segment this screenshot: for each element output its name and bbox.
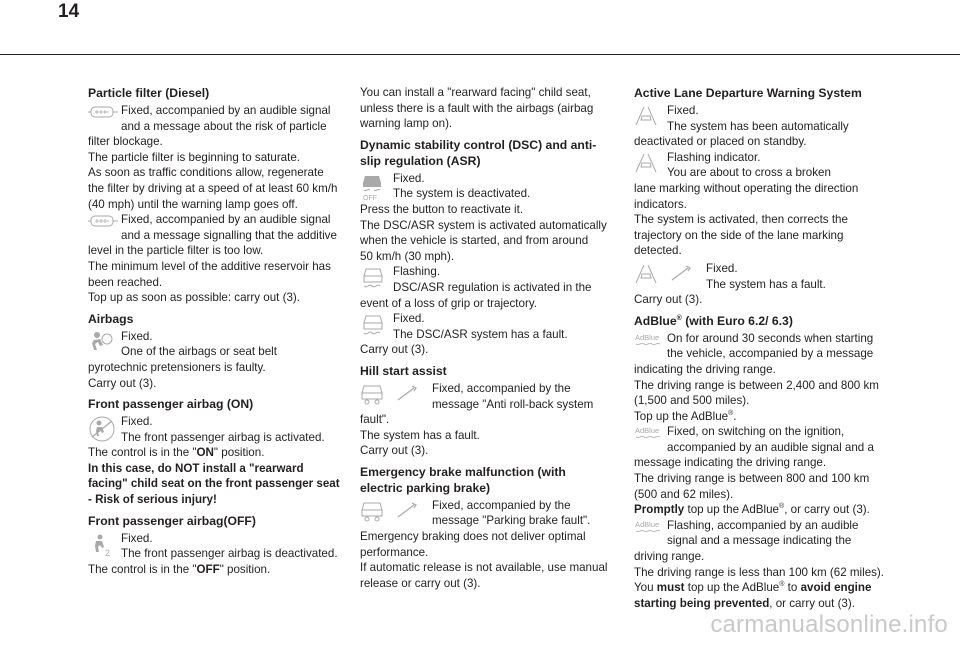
section-title: Airbags <box>88 311 134 326</box>
section-title: Particle filter (Diesel) <box>88 86 210 100</box>
section-title: Front passenger airbag(OFF) <box>88 513 256 528</box>
lane-departure-icon <box>634 103 667 134</box>
section-title: AdBlue® (with Euro 6.2/ 6.3) <box>634 313 793 328</box>
warning-entry: 2 Fixed. The front passenger airbag is deactivated. <box>88 531 353 562</box>
wrench-icon <box>398 503 416 517</box>
section-lane-departure: Active Lane Departure Warning System Fixed. The system has been automatically deactivated or placed on standby. Flashing indicator. You are about to cross a broken lane marking without operating the direction indicators. The system is activated, then corrects the trajectory on the side of the lane marking detected. Fixed. The system has a fault. Carry out (3). <box>634 85 894 308</box>
section-emergency-brake: Emergency brake malfunction (with electric parking brake) Fixed, accompanied by the message "Parking brake fault". Emergency braking does not deliver optimal performance. If automatic release is not available, use manual release or carry out (3). <box>360 464 615 592</box>
section-particle-filter: Particle filter (Diesel) Fixed, accompanied by an audible signal and a message about the risk of particle filter blockage. The particle filter is beginning to saturate. As soon as traffic conditions allow, regenerate the filter by driving at a speed of at least 60 km/h (40 mph) until the warning lamp goes off. Fixed, accompanied by an audible signal and a message signalling that the additive level in the particle filter is too low. The minimum level of the additive reservoir has been reached. Top up as soon as possible: carry out (3). <box>88 85 353 306</box>
warning-entry: Fixed, accompanied by the message "Anti roll-back system <box>360 381 615 412</box>
emergency-brake-icons <box>360 498 432 529</box>
section-title: Active Lane Departure Warning System <box>634 86 862 100</box>
warning-entry: Fixed, accompanied by an audible signal and a message about the risk of particle <box>88 103 353 134</box>
warning-entry: OFF Fixed. The system is deactivated. <box>360 171 615 202</box>
section-front-airbag-on: Front passenger airbag (ON) Fixed. The front passenger airbag is activated. The control is in the "ON" position. In this case, do NOT install a "rearward facing" child seat on the front passenger seat - Risk of serious injury! <box>88 396 353 508</box>
car-brake-icon <box>362 503 382 521</box>
section-dsc-asr: Dynamic stability control (DSC) and anti- slip regulation (ASR) OFF Fixed. The system is deactivated. Press the button to reactivate it. The DSC/ASR system is activated automatically when the vehicle is started, and from around 50 km/h (30 mph). Flashing. DSC/ASR regulation is activated in the event of a loss of grip or trajectory. Fixed. The DSC/ASR system has a fault. Carry out (3). <box>360 137 615 358</box>
adblue-icon-label: AdBlue <box>635 426 660 436</box>
section-child-seat-intro: You can install a "rearward facing" child seat, unless there is a fault with the airbags (airbag warning lamp on). <box>360 86 594 131</box>
column-2 <box>360 85 615 596</box>
lane-departure-flashing-icon <box>634 150 667 181</box>
dsc-off-icon <box>360 171 393 202</box>
hill-start-icons <box>360 381 432 412</box>
warning-entry: Fixed. The system has a fault. <box>634 261 894 292</box>
column-1 <box>88 85 353 582</box>
watermark: carmanualsonline.info <box>710 611 948 638</box>
warning-entry: AdBlue Flashing, accompanied by an audible signal and a message indicating the <box>635 518 859 548</box>
airbag-off-icon <box>88 531 121 562</box>
adblue-icon <box>634 331 667 362</box>
section-title: Emergency brake malfunction (with electric parking brake) <box>360 464 566 495</box>
section-adblue: AdBlue® (with Euro 6.2/ 6.3) AdBlue On for around 30 seconds when starting the vehicle, accompanied by a message indicating the driving range. The driving range is between 2,400 and 800 km (1,500 and 500 miles). Top up the AdBlue®. AdBlue Fixed, on switching on the ignition, accompanied by an audible signal and a message indicating the driving range. The driving range is between 800 and 100 km (500 and 62 miles). Promptly top up the AdBlue®, or carry out (3). AdBlue Flashing, accompanied by an audible signal and a message indicating the driving range. The driving range is less than 100 km (62 miles). You must top up the AdBlue® to avoid engine starting being prevented, or carry out (3). <box>634 313 894 612</box>
warning-entry: Fixed, accompanied by the message "Parking brake fault". <box>360 498 615 529</box>
wrench-icon <box>672 266 690 280</box>
adblue-icon-label: AdBlue <box>635 519 660 529</box>
section-title: Dynamic stability control (DSC) and anti- slip regulation (ASR) <box>360 137 597 168</box>
lane-icon <box>636 265 656 283</box>
adblue-icon <box>634 518 667 549</box>
car-slope-icon <box>362 386 382 404</box>
warning-entry: Fixed. The DSC/ASR system has a fault. <box>360 311 615 342</box>
warning-entry: Fixed, accompanied by an audible signal and a message signalling that the additive <box>88 212 353 243</box>
lane-departure-fault-icons <box>634 261 706 292</box>
dsc-fault-icon <box>360 311 393 342</box>
airbag-on-icon <box>88 414 121 445</box>
column-3 <box>634 85 894 616</box>
warning-entry: AdBlue On for around 30 seconds when starting the vehicle, accompanied by a message <box>635 331 874 361</box>
adblue-icon <box>634 424 667 455</box>
adblue-icon-label: AdBlue <box>635 332 660 342</box>
warning-entry: Fixed. One of the airbags or seat belt <box>88 329 353 360</box>
airbag-icon <box>88 329 121 360</box>
warning-entry: Fixed. The front passenger airbag is activated. <box>88 414 353 445</box>
header-rule <box>0 54 960 55</box>
particle-filter-icon <box>88 103 121 134</box>
warning-entry: Flashing indicator. You are about to cross a broken <box>634 150 894 181</box>
warning-entry: Flashing. DSC/ASR regulation is activated in the <box>360 264 615 295</box>
warning-entry: AdBlue Fixed, on switching on the ignition, accompanied by an audible signal and a <box>635 425 874 454</box>
section-title: Hill start assist <box>360 363 447 378</box>
section-title: Front passenger airbag (ON) <box>88 397 254 412</box>
page-number: 14 <box>58 1 80 22</box>
wrench-icon <box>398 386 416 400</box>
particle-filter-additive-icon <box>88 212 121 243</box>
svg-text:OFF: OFF <box>363 194 377 202</box>
svg-text:2: 2 <box>105 547 111 558</box>
section-hill-start-assist: Hill start assist Fixed, accompanied by the message "Anti roll-back system fault". The system has a fault. Carry out (3). <box>360 363 615 459</box>
section-airbags: Airbags Fixed. One of the airbags or seat belt pyrotechnic pretensioners is faulty. Carry out (3). <box>88 311 353 391</box>
section-front-airbag-off: Front passenger airbag(OFF) 2 Fixed. The front passenger airbag is deactivated. The control is in the "OFF" position. <box>88 513 353 578</box>
dsc-flashing-icon <box>360 264 393 295</box>
warning-entry: Fixed. The system has been automatically <box>634 103 894 134</box>
